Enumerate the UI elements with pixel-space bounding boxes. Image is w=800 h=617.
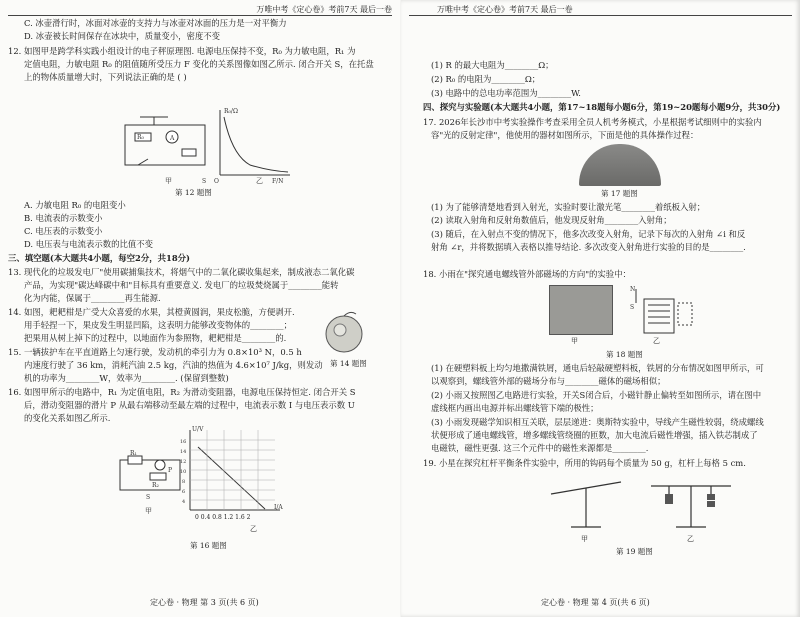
right-header-rule bbox=[409, 15, 792, 16]
fig16-xtick-origin: 0 bbox=[195, 514, 199, 521]
q15-line2: 内速度行驶了 36 km，消耗汽油 2.5 kg，汽油的热值为 4.6×10⁷ J/kg，则发动 bbox=[24, 360, 323, 370]
fig12-yi-label: 乙 bbox=[256, 177, 263, 185]
fig12-jia-label: 甲 bbox=[165, 177, 172, 185]
fig18-circuit-diagram bbox=[626, 283, 696, 343]
fig16-xtick: 1.2 bbox=[223, 514, 234, 521]
fig16-ytick: 14 bbox=[180, 449, 187, 455]
fig12-s-label: S bbox=[202, 178, 207, 185]
fig16-jia-label: 甲 bbox=[145, 507, 152, 515]
right-footer: 定心卷 · 物理 第 4 页(共 6 页) bbox=[541, 598, 650, 607]
q17-line2: 容"光的反射定律"，他使用的器材如图所示，下面是他的具体操作过程： bbox=[431, 130, 699, 140]
q18-sub3-line1: (3) 小雨发现磁学知识相互关联，层层递进：奥斯特实验中，导线产生磁性较弱，绕成螺线 bbox=[431, 417, 764, 427]
fig16-xtick: 1.6 bbox=[235, 514, 245, 521]
fig16-p-label: P bbox=[168, 467, 173, 474]
fig12-origin-label: O bbox=[214, 178, 219, 185]
q12-option-d: D. 电压表与电流表示数的比值不变 bbox=[24, 239, 153, 249]
right-page bbox=[401, 0, 800, 617]
q12-option-c: C. 电压表的示数变小 bbox=[24, 226, 103, 236]
q12-line3: 上的物体质量增大时，下列说法正确的是 ( ) bbox=[24, 72, 187, 82]
q15-line1: 15. 一辆拔护车在平直道路上匀速行驶，发动机的牵引力为 0.8×10³ N，0.5 h bbox=[8, 347, 302, 357]
right-header: 万唯中考《定心卷》考前7天 最后一卷 bbox=[437, 5, 573, 14]
q18-sub3-line3: 电磁铁，磁性更强. 这三个元件中的磁性来源都是________. bbox=[431, 443, 649, 453]
q12-line2: 定值电阻，力敏电阻 R₀ 的阻值随所受压力 F 变化的关系图像如图乙所示. 闭合开关 S，在托盘 bbox=[24, 59, 374, 69]
fig16-xtick: 0.8 bbox=[212, 514, 222, 521]
fig16-caption: 第 16 题图 bbox=[190, 541, 227, 550]
fig12-x-label: F/N bbox=[272, 178, 284, 185]
fig19-caption: 第 19 题图 bbox=[616, 547, 653, 556]
fig16-ytick: 4 bbox=[182, 499, 186, 505]
q16-line3: 的变化关系如图乙所示. bbox=[24, 413, 111, 423]
fig12-diagram bbox=[120, 105, 295, 185]
fig16-ytick: 16 bbox=[180, 439, 187, 445]
fig16-ytick: 8 bbox=[182, 479, 186, 485]
q18-sub1-line1: (1) 在硬塑料板上均匀地撒满铁屑，通电后轻敲硬塑料板，铁屑的分布情况如图甲所示，可 bbox=[431, 363, 764, 373]
fig19-lever-diagram bbox=[541, 472, 741, 534]
fig16-yi-label: 乙 bbox=[250, 525, 257, 533]
q12-option-a: A. 力敏电阻 R₀ 的电阻变小 bbox=[24, 200, 126, 210]
line-11c: C. 冰壶滑行时，冰面对冰壶的支持力与冰壶对冰面的压力是一对平衡力 bbox=[24, 18, 287, 28]
line-11d: D. 冰壶被长时间保存在冰块中，质量变小，密度不变 bbox=[24, 31, 220, 41]
fig19-yi-label: 乙 bbox=[687, 535, 694, 543]
fig16-diagram bbox=[110, 425, 290, 515]
fig14-caption: 第 14 题图 bbox=[330, 359, 367, 368]
q13-line2: 产品，为实现"碳达峰碳中和"目标具有重要意义. 发电厂的垃圾焚烧属于________能转 bbox=[24, 280, 339, 290]
fig16-x-label: I/A bbox=[274, 504, 283, 511]
q18-sub1-line2: 以观察到，螺线管外部的磁场分布与________磁体的磁场相似； bbox=[431, 376, 666, 386]
q19-line1: 19. 小星在探究杠杆平衡条件实验中，所用的钩码每个质量为 50 g，杠杆上每格 5 cm. bbox=[423, 458, 746, 468]
q17-sub3-line2: 射角 ∠r，并将数据填入表格以推导结论. 多次改变入射角进行实验的目的是________. bbox=[431, 242, 746, 252]
q17-sub3-line1: (3) 随后，在入射点不变的情况下，他多次改变入射角，记录下每次的入射角 ∠i 和反 bbox=[431, 229, 746, 239]
q14-line1: 14. 如图，耙耙柑是广受大众喜爱的水果，其橙黄圆润，果皮松脆，方便剥开. bbox=[8, 307, 295, 317]
q16-sub3: (3) 电路中的总电功率范围为________W. bbox=[431, 88, 581, 98]
section4-heading: 四、探究与实验题(本大题共4小题，第17~18题每小题6分，第19~20题每小题9分，共30分) bbox=[423, 102, 781, 112]
fig18-jia-label: 甲 bbox=[571, 337, 578, 345]
fig16-r1-label: R₁ bbox=[130, 450, 137, 457]
fig14-fruit-image bbox=[320, 308, 370, 354]
fig16-r2-label: R₂ bbox=[152, 482, 159, 489]
svg-text:A: A bbox=[170, 135, 175, 142]
fig16-xtick: 2 bbox=[246, 514, 251, 521]
q14-line2: 用手轻捏一下，果皮发生明显凹陷，这表明力能够改变物体的________； bbox=[24, 320, 292, 330]
q13-line3: 化为内能，保属于________再生能源. bbox=[24, 293, 161, 303]
left-header: 万唯中考《定心卷》考前7天 最后一卷 bbox=[256, 5, 392, 14]
left-footer: 定心卷 · 物理 第 3 页(共 6 页) bbox=[150, 598, 259, 607]
fig18-iron-filings-image bbox=[549, 285, 613, 335]
fig16-ytick: 10 bbox=[180, 469, 187, 475]
q13-line1: 13. 现代化的垃圾发电厂"使用碳捕集技术，将烟气中的二氧化碳收集起来，制成液态二氧化碳 bbox=[8, 267, 355, 277]
q16-sub1: (1) R 的最大电阻为________Ω； bbox=[431, 60, 554, 70]
fig16-ytick: 6 bbox=[182, 489, 186, 495]
q18-sub2-line2: 虚线框内画出电源并标出螺线管下端的极性； bbox=[431, 403, 599, 413]
q16-line1: 16. 如图甲所示的电路中，R₁ 为定值电阻，R₂ 为滑动变阻器，电源电压保持恒定. 闭合开关 S bbox=[8, 387, 356, 397]
fig16-xtick: 0.4 bbox=[200, 514, 211, 521]
fig18-n-label: N bbox=[630, 286, 636, 293]
fig19-jia-label: 甲 bbox=[581, 535, 588, 543]
q17-sub1: (1) 为了能够清楚地看到入射光，实验时要让激光笔________着纸板入射； bbox=[431, 202, 706, 212]
q18-intro: 18. 小雨在"探究通电螺线管外部磁场的方向"的实验中： bbox=[423, 269, 631, 279]
fig18-yi-label: 乙 bbox=[653, 337, 660, 345]
q17-line1: 17. 2026年长沙市中考实验操作考查采用全员人机考务模式，小星根据考试细则中的实验内 bbox=[423, 117, 762, 127]
q16-sub2: (2) R₀ 的电阻为________Ω； bbox=[431, 74, 541, 84]
q14-line3: 把果用从树上掉下的过程中，以地面作为参照物，耙耙柑是________的. bbox=[24, 333, 287, 343]
q12-line1: 12. 如图甲是跨学科实践小组设计的电子秤原理图. 电源电压保持不变，R₀ 为力敏电阻，R₁ 为 bbox=[8, 46, 356, 56]
fig17-caption: 第 17 题图 bbox=[601, 189, 638, 198]
fig16-xticks bbox=[195, 512, 250, 523]
fig18-caption: 第 18 题图 bbox=[606, 350, 643, 359]
left-header-rule bbox=[8, 15, 392, 16]
fig17-apparatus-image bbox=[579, 144, 661, 186]
fig12-r0-label: R₀ bbox=[137, 134, 144, 141]
q17-sub2: (2) 读取入射角和反射角数值后，他发现反射角________入射角； bbox=[431, 215, 672, 225]
fig16-y-label: U/V bbox=[192, 426, 204, 433]
section3-heading: 三、填空题(本大题共4小题，每空2分，共18分) bbox=[8, 253, 190, 263]
fig12-y-label: R₀/Ω bbox=[224, 108, 238, 115]
q18-sub2-line1: (2) 小雨又按照图乙电路进行实验，开关S闭合后，小磁针静止偏转至如图所示，请在图中 bbox=[431, 390, 762, 400]
q15-line3: 机的功率为________W，效率为________. (保留到整数) bbox=[24, 373, 229, 383]
fig16-ytick: 12 bbox=[180, 459, 187, 465]
q18-sub3-line2: 状便形成了通电螺线管，增多螺线管绕圈的匝数，加大电流后磁性增强，插入铁芯制成了 bbox=[431, 430, 758, 440]
fig16-s-label: S bbox=[146, 494, 151, 501]
q16-line2: 后，滑动变阻器的滑片 P 从最右端移动至最左端的过程中，电流表示数 I 与电压表示数 U bbox=[24, 400, 355, 410]
q12-option-b: B. 电流表的示数变小 bbox=[24, 213, 103, 223]
fig12-caption: 第 12 题图 bbox=[175, 188, 212, 197]
fig18-s-label: S bbox=[630, 304, 635, 311]
